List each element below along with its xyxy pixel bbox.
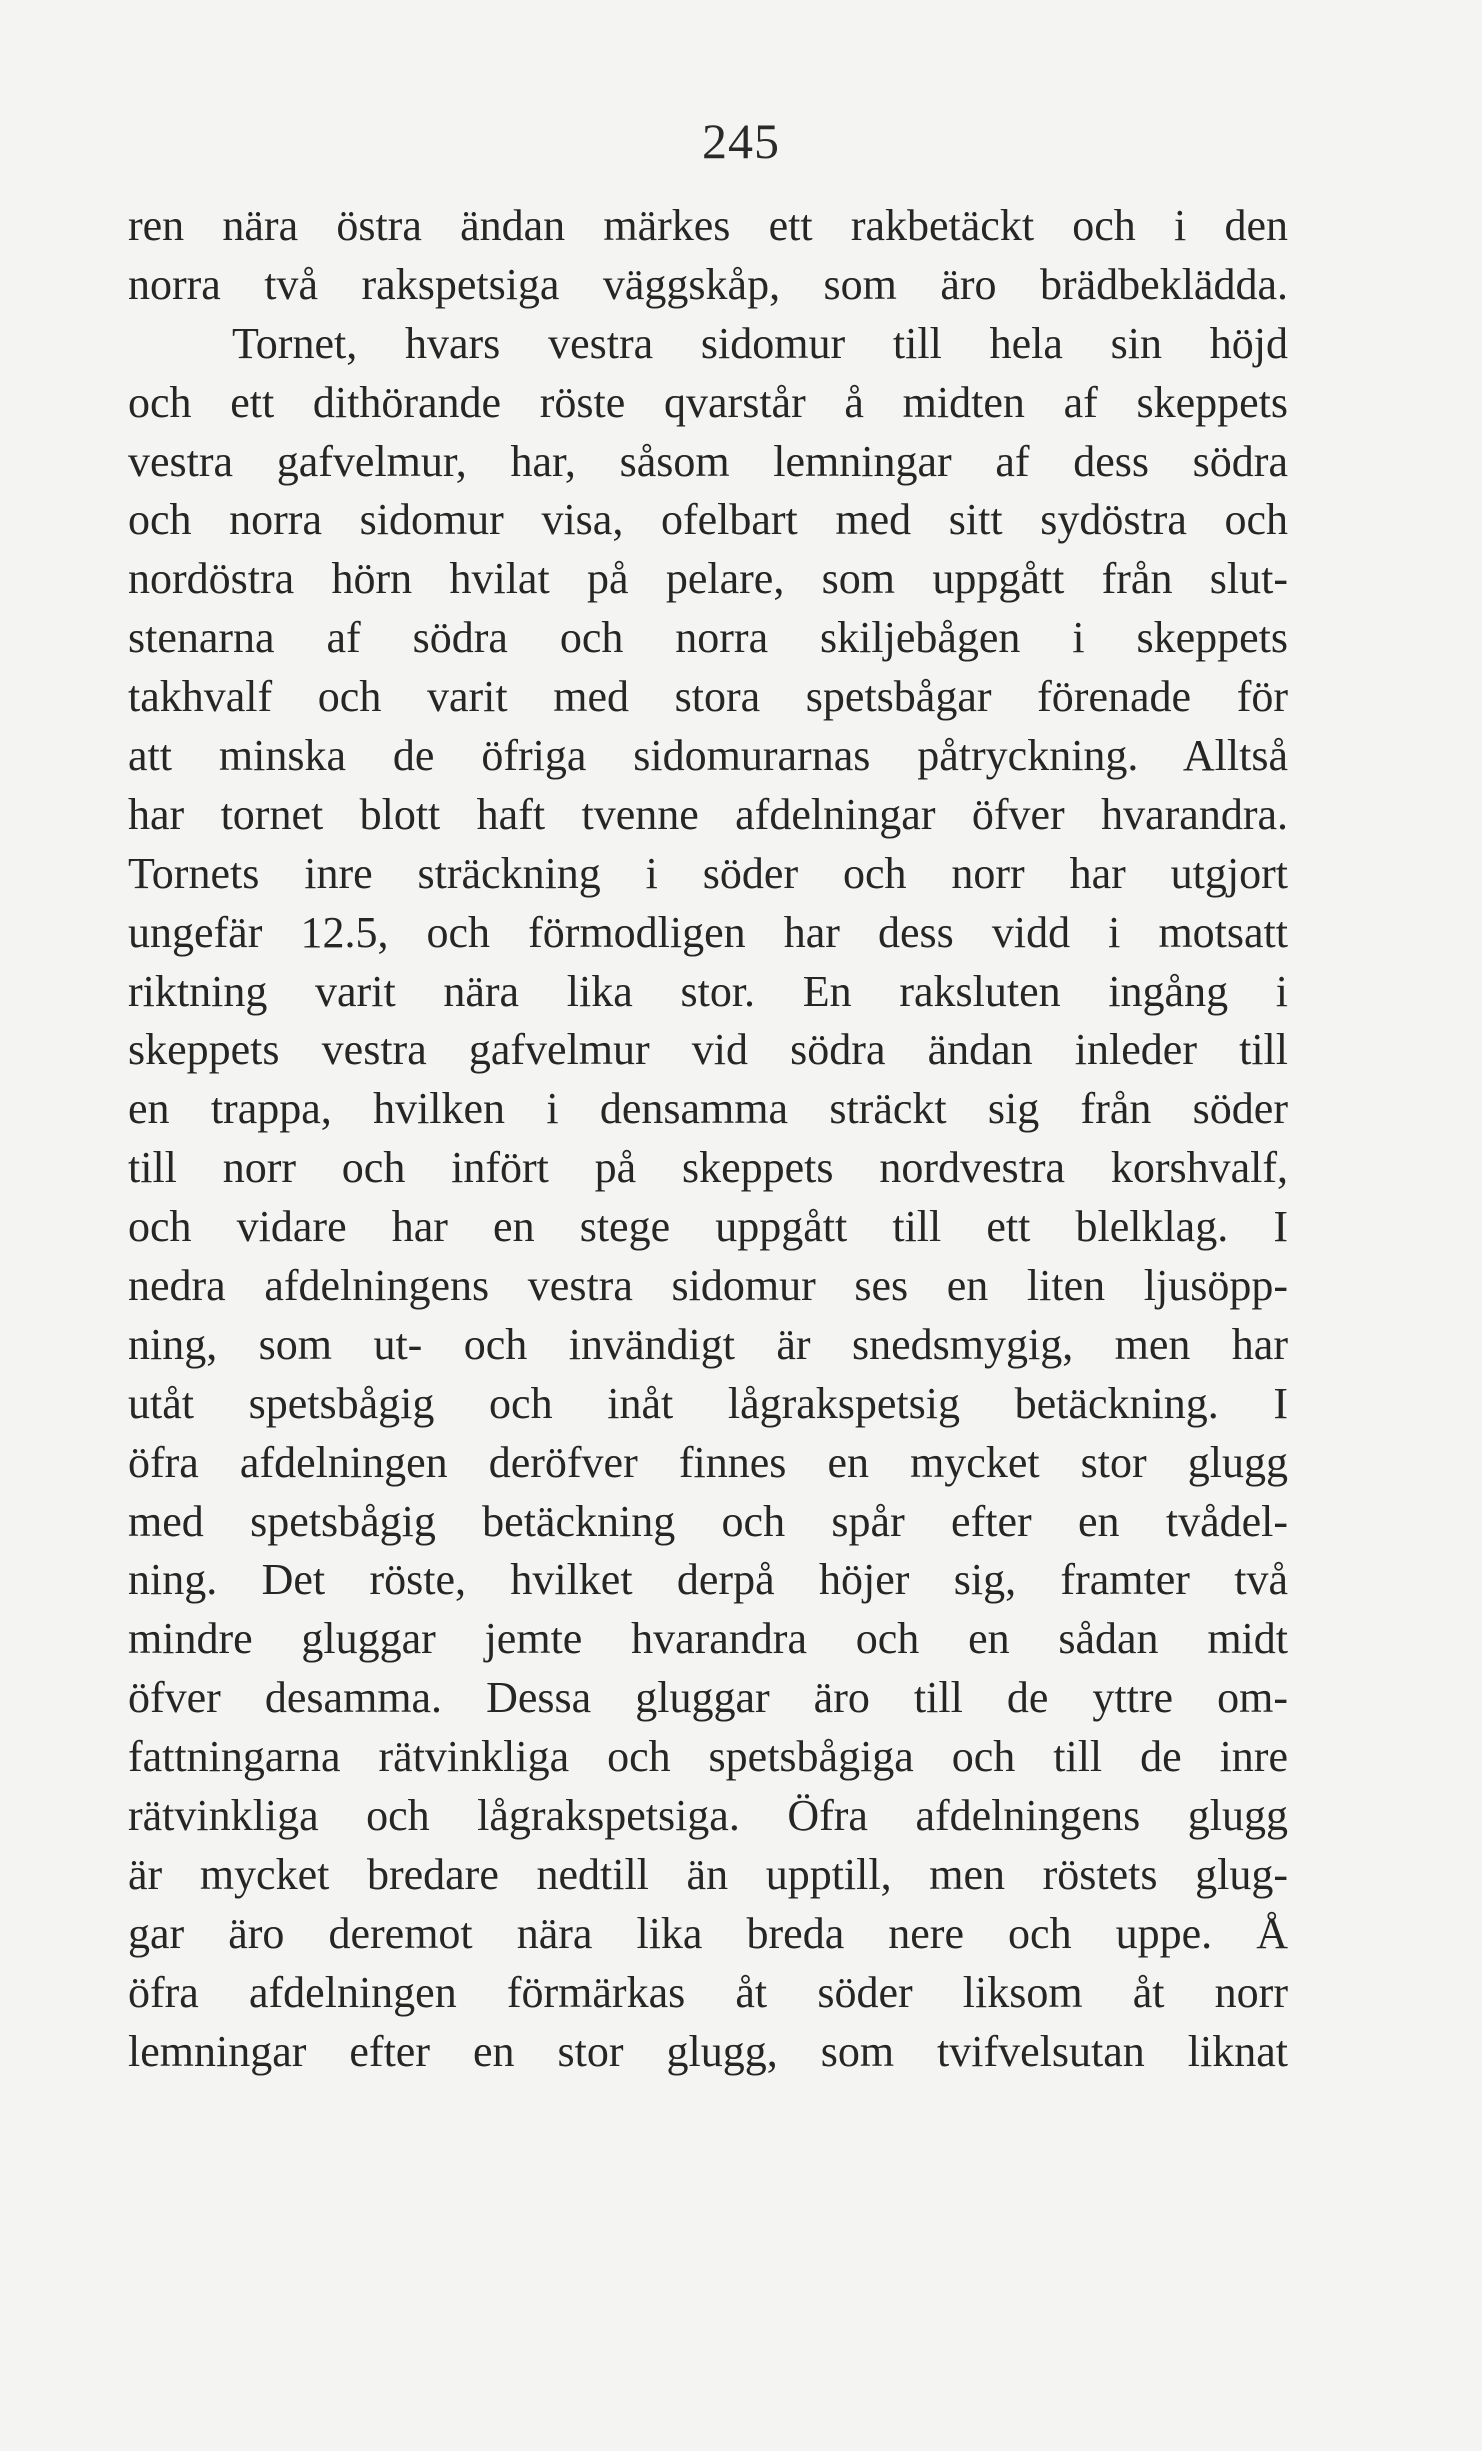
text-line: norra två rakspetsiga väggskåp, som äro brädbeklädda. bbox=[128, 259, 1288, 309]
text-line: ning, som ut- och invändigt är snedsmygig, men har bbox=[128, 1319, 1288, 1369]
text-line: öfra afdelningen förmärkas åt söder liksom åt norr bbox=[128, 1967, 1288, 2017]
text-line: till norr och infört på skeppets nordvestra korshvalf, bbox=[128, 1143, 1288, 1193]
text-line: med spetsbågig betäckning och spår efter en tvådel- bbox=[128, 1496, 1288, 1546]
text-line: är mycket bredare nedtill än upptill, men röstets glug- bbox=[128, 1849, 1288, 1899]
text-line: öfver desamma. Dessa gluggar äro till de yttre om- bbox=[128, 1673, 1288, 1723]
text-line: ungefär 12.5, och förmodligen har dess vidd i motsatt bbox=[128, 907, 1288, 957]
text-line: gar äro deremot nära lika breda nere och uppe. Å bbox=[128, 1908, 1288, 1958]
text-line: takhvalf och varit med stora spetsbågar förenade för bbox=[128, 672, 1288, 722]
body-text bbox=[128, 197, 1288, 2082]
text-line: ning. Det röste, hvilket derpå höjer sig, framter två bbox=[128, 1555, 1288, 1605]
text-line: riktning varit nära lika stor. En raksluten ingång i bbox=[128, 966, 1288, 1016]
text-line: Tornet, hvars vestra sidomur till hela sin höjd bbox=[232, 318, 1288, 368]
text-line: skeppets vestra gafvelmur vid södra ändan inleder till bbox=[128, 1025, 1288, 1075]
text-line: och vidare har en stege uppgått till ett blelklag. I bbox=[128, 1202, 1288, 1252]
text-line: mindre gluggar jemte hvarandra och en sådan midt bbox=[128, 1614, 1288, 1664]
text-line: vestra gafvelmur, har, såsom lemningar af dess södra bbox=[128, 436, 1288, 486]
text-line: Tornets inre sträckning i söder och norr har utgjort bbox=[128, 848, 1288, 898]
text-line: nedra afdelningens vestra sidomur ses en liten ljusöpp- bbox=[128, 1261, 1288, 1311]
page-number: 245 bbox=[702, 113, 780, 169]
text-line: öfra afdelningen deröfver finnes en mycket stor glugg bbox=[128, 1437, 1288, 1487]
text-line: en trappa, hvilken i densamma sträckt sig från söder bbox=[128, 1084, 1288, 1134]
text-line: och ett dithörande röste qvarstår å midten af skeppets bbox=[128, 377, 1288, 427]
text-line: lemningar efter en stor glugg, som tvifvelsutan liknat bbox=[128, 2026, 1288, 2076]
text-line: har tornet blott haft tvenne afdelningar öfver hvarandra. bbox=[128, 789, 1288, 839]
text-line: nordöstra hörn hvilat på pelare, som uppgått från slut- bbox=[128, 554, 1288, 604]
text-line: att minska de öfriga sidomurarnas påtryckning. Alltså bbox=[128, 731, 1288, 781]
text-line: utåt spetsbågig och inåt lågrakspetsig betäckning. I bbox=[128, 1378, 1288, 1428]
text-line: stenarna af södra och norra skiljebågen i skeppets bbox=[128, 613, 1288, 663]
text-line: fattningarna rätvinkliga och spetsbågiga och till de inre bbox=[128, 1732, 1288, 1782]
text-line: och norra sidomur visa, ofelbart med sitt sydöstra och bbox=[128, 495, 1288, 545]
text-line: rätvinkliga och lågrakspetsiga. Öfra afdelningens glugg bbox=[128, 1791, 1288, 1841]
text-line: ren nära östra ändan märkes ett rakbetäckt och i den bbox=[128, 201, 1288, 250]
